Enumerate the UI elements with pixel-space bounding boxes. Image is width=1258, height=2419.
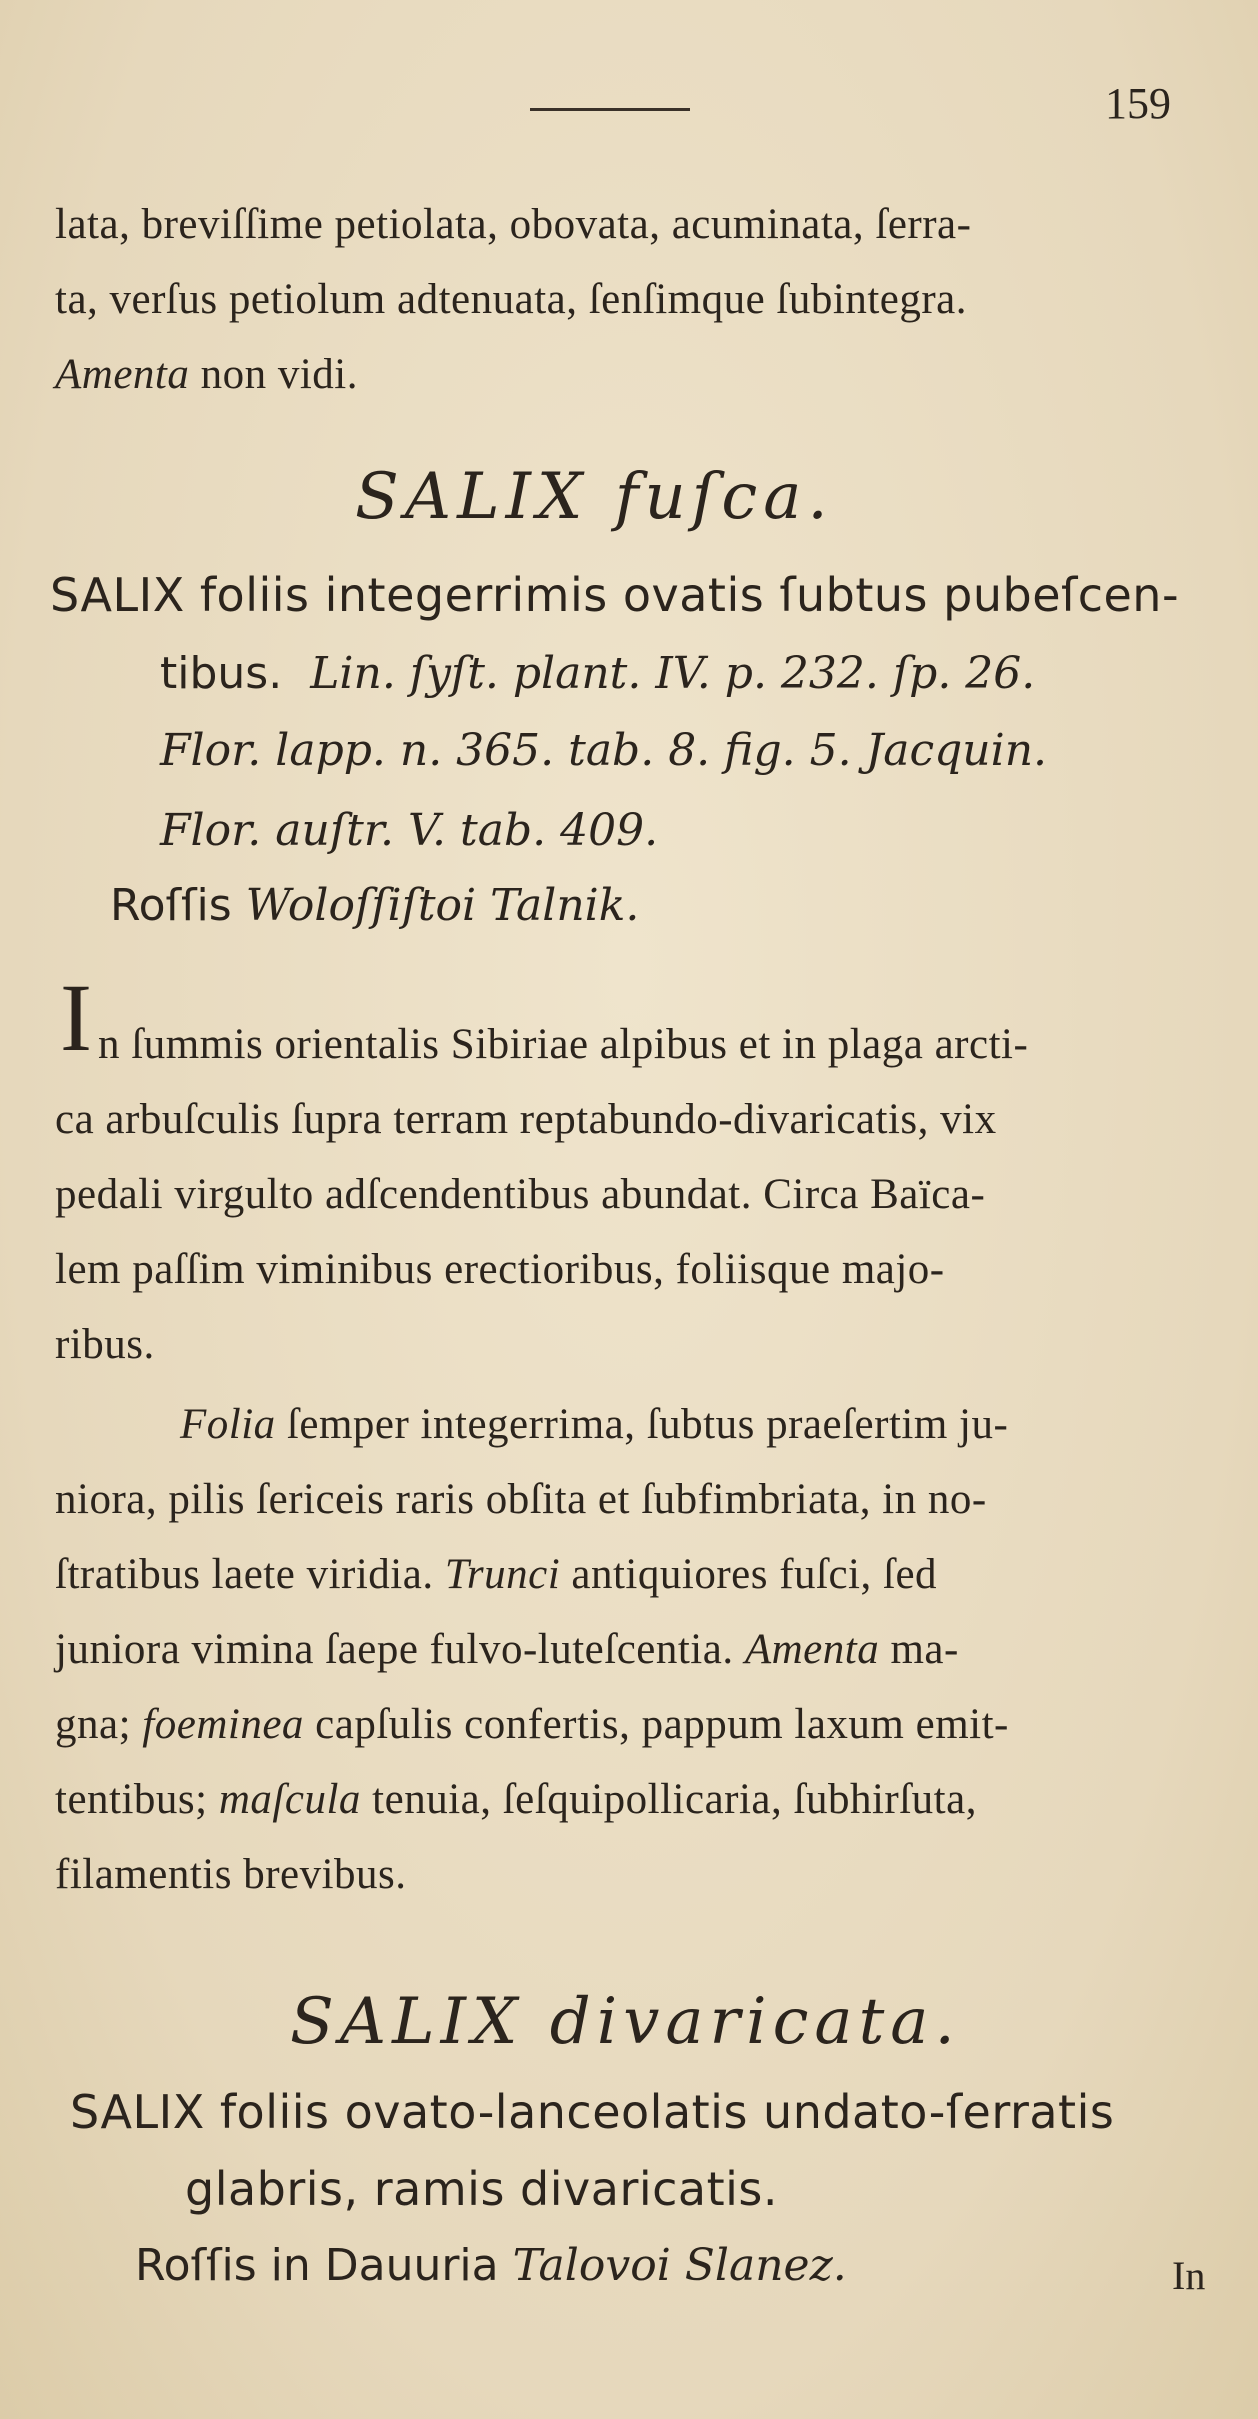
text-span: Roſſis in Dauuria: [135, 2240, 499, 2291]
page-number: 159: [1105, 79, 1171, 128]
species-heading: SALIX divaricata.: [290, 1985, 961, 2059]
text-line: [55, 1550, 937, 1599]
italic-citation: Lin. ſyſt. plant. IV. p. 232. ſp. 26.: [310, 648, 1036, 699]
text-line: lem paſſim viminibus erectioribus, foliisque majo-: [55, 1246, 945, 1293]
vernacular-line: [135, 2240, 847, 2291]
italic-vernacular: Woloſſiſtoi Talnik.: [245, 880, 640, 931]
diagnosis-line: SALIX foliis ovato-lanceolatis undato-ſerratis: [70, 2085, 1115, 2139]
italic-vernacular: Talovoi Slanez.: [512, 2240, 847, 2291]
text-line: lata, breviſſime petiolata, obovata, acuminata, ſerra-: [55, 201, 972, 248]
italic-term: Amenta: [55, 351, 190, 398]
reference-line: Flor. auſtr. V. tab. 409.: [160, 805, 659, 856]
text-line: [55, 1625, 959, 1674]
text-span: antiquiores fuſci, ſed: [560, 1551, 938, 1598]
text-span: tenuia, ſeſquipollicaria, ſubhirſuta,: [360, 1776, 977, 1823]
drop-cap: I: [60, 964, 92, 1071]
reference-line: [160, 648, 1035, 699]
text-span: tibus.: [160, 648, 283, 699]
text-line: ribus.: [55, 1321, 155, 1368]
text-line: [55, 1700, 1009, 1749]
italic-term: Folia: [180, 1401, 276, 1448]
catchword: In: [1172, 2253, 1206, 2298]
italic-term: maſcula: [218, 1776, 361, 1823]
species-heading: SALIX fuſca.: [355, 460, 834, 534]
text-line: [55, 350, 358, 399]
text-line: [55, 1775, 977, 1824]
text-span: ſemper integerrima, ſubtus praeſertim ju-: [275, 1401, 1009, 1448]
text-line: n ſummis orientalis Sibiriae alpibus et in plaga arcti-: [98, 1021, 1029, 1068]
text-line: ta, verſus petiolum adtenuata, ſenſimque ſubintegra.: [55, 276, 968, 323]
text-span: juniora vimina ſaepe fulvo-luteſcentia.: [55, 1626, 745, 1673]
text-line: niora, pilis ſericeis raris obſita et ſubfimbriata, in no-: [55, 1476, 987, 1523]
italic-term: Trunci: [444, 1551, 561, 1598]
diagnosis-line: SALIX foliis integerrimis ovatis ſubtus pubeſcen-: [50, 568, 1180, 622]
text-span: ma-: [879, 1626, 959, 1673]
text-line: pedali virgulto adſcendentibus abundat. Circa Baïca-: [55, 1171, 986, 1218]
text-line: ca arbuſculis ſupra terram reptabundo-divaricatis, vix: [55, 1096, 997, 1143]
reference-line: Flor. lapp. n. 365. tab. 8. fig. 5. Jacquin.: [160, 725, 1048, 776]
text-span: ſtratibus laete viridia.: [55, 1551, 445, 1598]
text-span: Roſſis: [110, 880, 232, 931]
header-rule: [530, 108, 690, 111]
text-span: capſulis confertis, pappum laxum emit-: [303, 1701, 1009, 1748]
italic-term: Amenta: [744, 1626, 880, 1673]
text-span: non vidi.: [189, 351, 359, 398]
text-line: filamentis brevibus.: [55, 1851, 407, 1898]
text-line: [180, 1400, 1008, 1449]
text-span: tentibus;: [55, 1776, 219, 1823]
text-span: gna;: [55, 1701, 143, 1748]
vernacular-line: [110, 880, 639, 931]
diagnosis-line: glabris, ramis divaricatis.: [185, 2162, 779, 2216]
italic-term: foeminea: [142, 1701, 304, 1748]
